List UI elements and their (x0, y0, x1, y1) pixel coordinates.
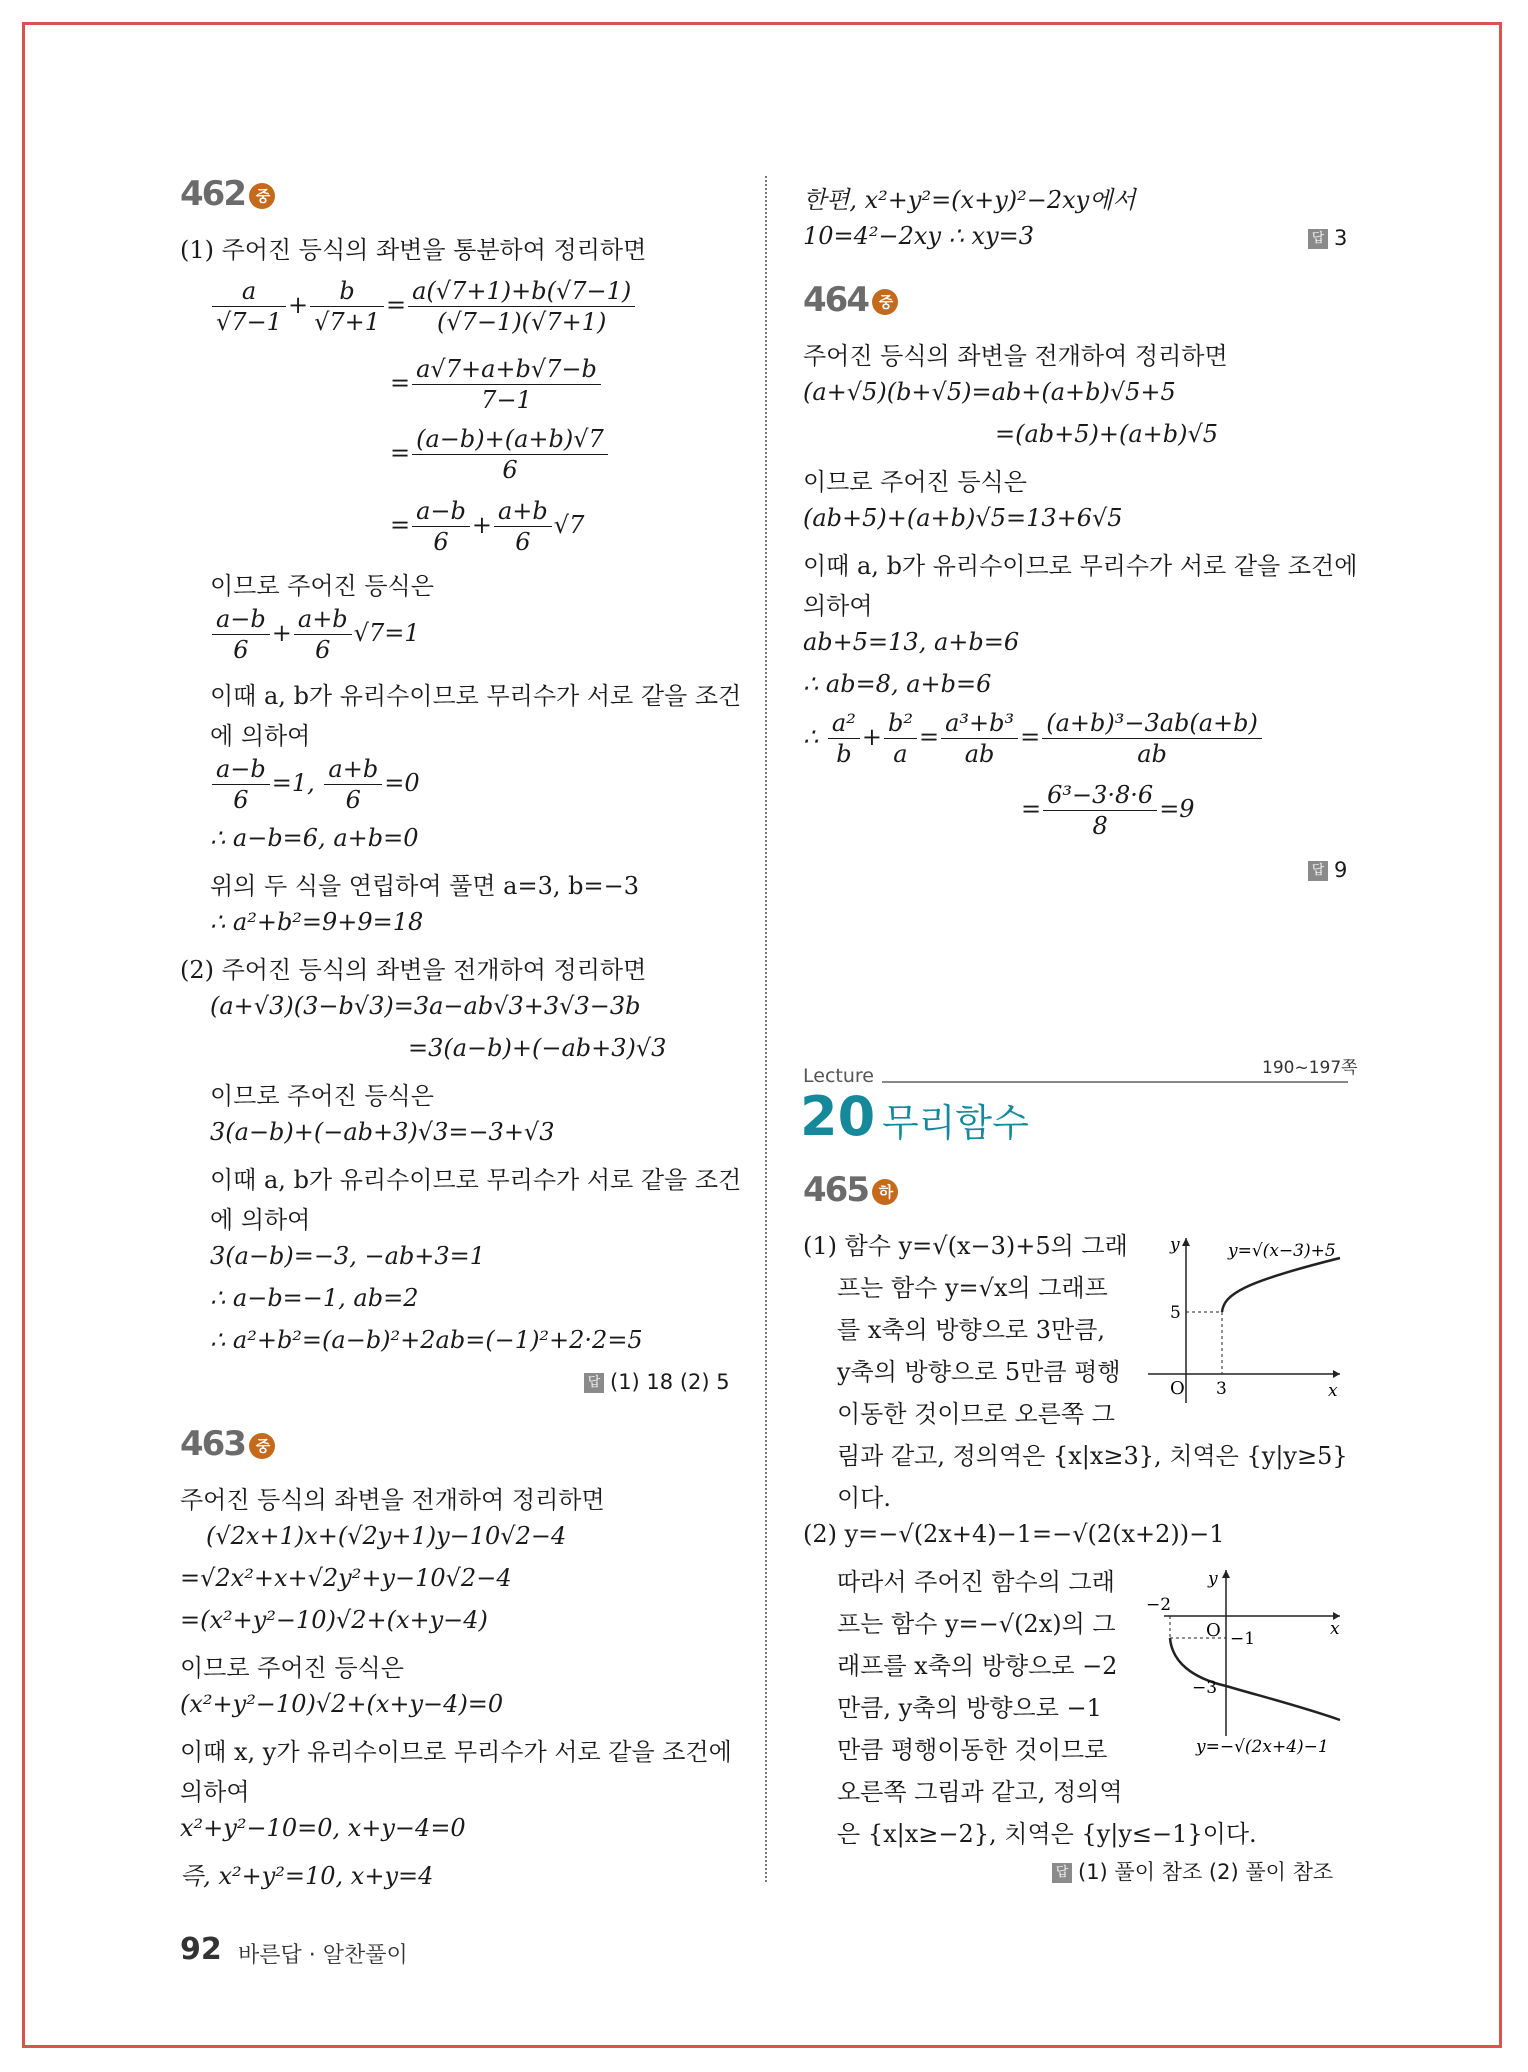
equation: 3(a−b)=−3, −ab+3=1 (210, 1242, 486, 1270)
text-line: 프는 함수 y=√x의 그래프 (837, 1274, 1108, 1302)
text-line: 에 의하여 (210, 722, 311, 750)
text-line: 이동한 것이므로 오른쪽 그 (837, 1400, 1115, 1428)
text-line: 의하여 (803, 592, 873, 620)
text-line: 를 x축의 방향으로 3만큼, (837, 1316, 1105, 1344)
tick-label: −1 (1230, 1629, 1256, 1649)
tick-label: 3 (1216, 1379, 1227, 1399)
equation: 한편, x²+y²=(x+y)²−2xy에서 (803, 186, 1136, 214)
answer-text: 9 (1334, 858, 1348, 882)
x-axis-arrow (1333, 1370, 1340, 1378)
answer (1052, 1856, 1333, 1886)
equation: (a+√5)(b+√5)=ab+(a+b)√5+5 (803, 378, 1176, 406)
text-line: 림과 같고, 정의역은 {x|x≥3}, 치역은 {y|y≥5} (837, 1442, 1348, 1470)
lecture-rule (882, 1081, 1348, 1083)
equation: =(ab+5)+(a+b)√5 (995, 420, 1219, 448)
equation: (ab+5)+(a+b)√5=13+6√5 (803, 504, 1123, 532)
y-axis-arrow (1222, 1570, 1230, 1578)
text-line: (1) 함수 y=√(x−3)+5의 그래 (803, 1232, 1128, 1260)
problem-number (180, 174, 275, 214)
level-badge: 중 (872, 289, 898, 315)
equation: = $\frac{\text{6³−3·8·6}}{8}$ =9 (1021, 781, 1195, 840)
graph-neg-sqrt-shift (1140, 1566, 1350, 1756)
equation: ∴ $\frac{\text{a²}}{b}$ + $\frac{\text{b²}}{a}$ = $\frac{\text{a³+b³}}{ab}$ = $\frac{\text{(a+b)³−3ab(a+b)}}{ab}$ (803, 708, 1264, 769)
answer-mark: 답 (1308, 861, 1328, 881)
text-line: 이때 a, b가 유리수이므로 무리수가 서로 같을 조건에 (803, 552, 1358, 580)
equation: ab+5=13, a+b=6 (803, 628, 1020, 656)
answer-mark: 답 (1308, 229, 1328, 249)
equation: =√2x²+x+√2y²+y−10√2−4 (180, 1564, 512, 1592)
equation: (√2x+1)x+(√2y+1)y−10√2−4 (206, 1522, 567, 1550)
level-badge: 중 (249, 1433, 275, 1459)
problem-number-text: 463 (180, 1424, 245, 1464)
text-line: 주어진 등식의 좌변을 전개하여 정리하면 (180, 1486, 605, 1514)
problem-number (803, 1170, 898, 1210)
equation: $\frac{a-b}{6}$ =1, $\frac{a+b}{6}$ =0 (210, 754, 420, 815)
problem-number-text: 464 (803, 280, 868, 320)
equation: = $\frac{a√7+a+b√7-b}{7-1}$ (390, 354, 603, 415)
text-line: 이므로 주어진 등식은 (180, 1654, 404, 1682)
text-line: 이므로 주어진 등식은 (210, 1082, 434, 1110)
level-badge: 하 (872, 1179, 898, 1205)
equation: = $\frac{a-b}{6}$ + $\frac{a+b}{6}$ √7 (390, 497, 585, 556)
equation: ∴ a−b=−1, ab=2 (210, 1284, 419, 1312)
answer (584, 1370, 730, 1394)
text-line: 이때 a, b가 유리수이므로 무리수가 서로 같을 조건 (210, 682, 742, 710)
text-line: 이때 a, b가 유리수이므로 무리수가 서로 같을 조건 (210, 1166, 742, 1194)
text-line: 이므로 주어진 등식은 (803, 468, 1027, 496)
equation: ∴ ab=8, a+b=6 (803, 670, 992, 698)
answer (1308, 858, 1347, 882)
lecture-title: 무리함수 (882, 1101, 1029, 1145)
equation: 즉, x²+y²=10, x+y=4 (180, 1862, 434, 1890)
y-axis-arrow (1182, 1238, 1190, 1246)
equation: 10=4²−2xy ∴ xy=3 (803, 222, 1035, 250)
text-line: 이다. (837, 1484, 891, 1512)
text-line: 만큼, y축의 방향으로 −1 (837, 1694, 1102, 1722)
answer-text: 3 (1334, 226, 1348, 250)
function-curve (1222, 1258, 1340, 1312)
problem-number-text: 462 (180, 174, 245, 214)
text-line: 위의 두 식을 연립하여 풀면 a=3, b=−3 (210, 872, 639, 900)
equation: (a+√3)(3−b√3)=3a−ab√3+3√3−3b (210, 992, 641, 1020)
origin-label: O (1170, 1378, 1185, 1399)
tick-label: −3 (1192, 1678, 1218, 1698)
answer (1308, 226, 1347, 250)
level-badge: 중 (249, 183, 275, 209)
text-line: (2) 주어진 등식의 좌변을 전개하여 정리하면 (180, 956, 647, 984)
equation: ∴ a−b=6, a+b=0 (210, 824, 419, 852)
text-line: 이때 x, y가 유리수이므로 무리수가 서로 같을 조건에 (180, 1738, 732, 1766)
function-label: y=√(x−3)+5 (1228, 1241, 1336, 1261)
equation: ∴ a²+b²=(a−b)²+2ab=(−1)²+2·2=5 (210, 1326, 643, 1354)
equation: = $\frac{(a-b)+(a+b)√7}{6}$ (390, 424, 610, 485)
y-axis-label: y (1208, 1569, 1218, 1589)
origin-label: O (1206, 1620, 1221, 1641)
text-line: 은 {x|x≥−2}, 치역은 {y|y≤−1}이다. (837, 1820, 1257, 1848)
equation: (2) y=−√(2x+4)−1=−√(2(x+2))−1 (803, 1520, 1225, 1548)
answer-mark: 답 (1052, 1863, 1072, 1883)
y-axis-label: y (1170, 1235, 1180, 1255)
equation: 3(a−b)+(−ab+3)√3=−3+√3 (210, 1118, 555, 1146)
lecture-pages: 190~197쪽 (1262, 1058, 1358, 1078)
x-axis-label: x (1330, 1619, 1340, 1639)
text-line: y축의 방향으로 5만큼 평행 (837, 1358, 1121, 1386)
text-line: 따라서 주어진 함수의 그래 (837, 1568, 1115, 1596)
equation: $\frac{a-b}{6}$ + $\frac{a+b}{6}$ √7=1 (210, 604, 420, 665)
equation: $\frac{a}{√7-1}$ + $\frac{b}{√7+1}$ = $\frac{a(√7+1)+b(√7-1)}{(√7-1)(√7+1)}$ (210, 276, 637, 337)
lecture-number: 20 (800, 1085, 876, 1148)
text-line: (1) 주어진 등식의 좌변을 통분하여 정리하면 (180, 236, 647, 264)
text-line: 래프를 x축의 방향으로 −2 (837, 1652, 1118, 1680)
x-axis-label: x (1328, 1381, 1338, 1401)
page-number: 92 (180, 1932, 222, 1967)
equation: (x²+y²−10)√2+(x+y−4)=0 (180, 1690, 504, 1718)
equation: ∴ a²+b²=9+9=18 (210, 908, 424, 936)
lecture-label: Lecture (803, 1065, 874, 1087)
problem-number (803, 280, 898, 320)
text-line: 프는 함수 y=−√(2x)의 그 (837, 1610, 1116, 1638)
tick-label: 5 (1170, 1303, 1181, 1323)
equation: =(x²+y²−10)√2+(x+y−4) (180, 1606, 488, 1634)
problem-number (180, 1424, 275, 1464)
text-line: 에 의하여 (210, 1206, 311, 1234)
text-line: 이므로 주어진 등식은 (210, 572, 434, 600)
footer-title: 바른답 · 알찬풀이 (238, 1943, 408, 1968)
answer-mark: 답 (584, 1373, 604, 1393)
tick-label: −2 (1146, 1595, 1172, 1615)
answer-text: (1) 18 (2) 5 (610, 1370, 730, 1394)
text-line: 의하여 (180, 1778, 250, 1806)
answer-text: (1) 풀이 참조 (2) 풀이 참조 (1078, 1860, 1334, 1884)
text-line: 주어진 등식의 좌변을 전개하여 정리하면 (803, 342, 1228, 370)
function-label: y=−√(2x+4)−1 (1196, 1737, 1329, 1756)
equation: x²+y²−10=0, x+y−4=0 (180, 1814, 466, 1842)
text-line: 만큼 평행이동한 것이므로 (837, 1736, 1108, 1764)
graph-sqrt-shift (1140, 1228, 1350, 1410)
column-divider (765, 176, 767, 1882)
problem-number-text: 465 (803, 1170, 868, 1210)
equation: =3(a−b)+(−ab+3)√3 (408, 1034, 667, 1062)
text-line: 오른쪽 그림과 같고, 정의역 (837, 1778, 1123, 1806)
